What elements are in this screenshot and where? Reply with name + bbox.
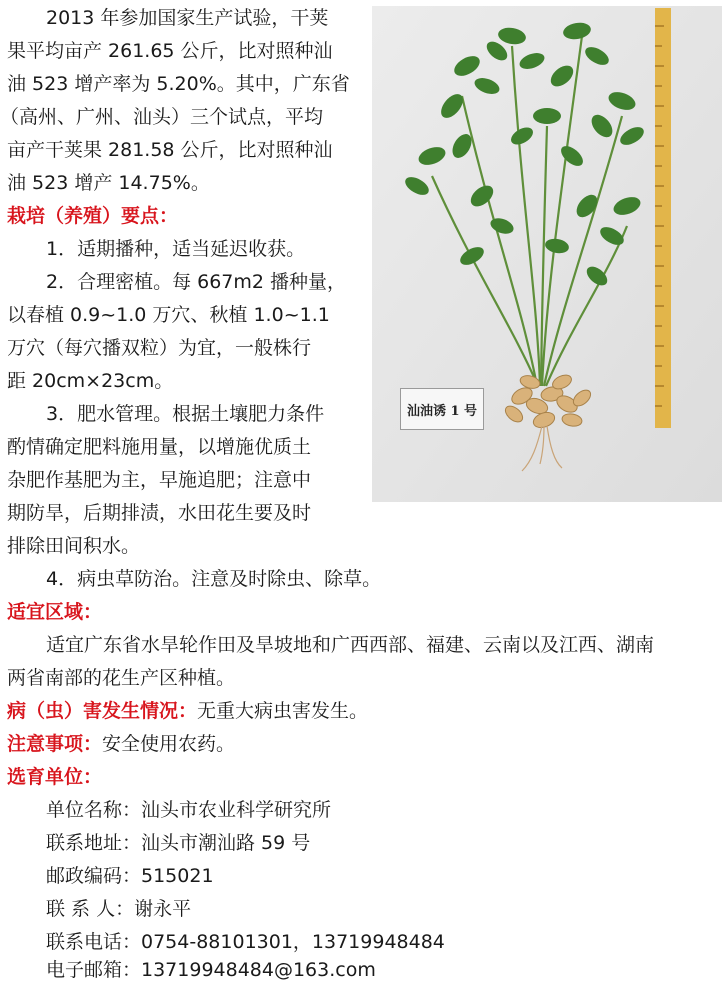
cultivation-line-1: 1．适期播种，适当延迟收获。	[46, 238, 306, 260]
breeder-email: 电子邮箱：13719948484@163.com	[46, 959, 376, 981]
intro-line-3: 油 523 增产率为 5.20%。其中，广东省	[7, 73, 350, 95]
notes-row	[7, 728, 235, 761]
intro-line-6: 油 523 增产 14.75%。	[7, 172, 210, 194]
notes-heading: 注意事项：	[7, 733, 103, 755]
cultivation-line-10: 排除田间积水。	[7, 535, 141, 557]
pest-text: 无重大病虫害发生。	[197, 700, 369, 722]
intro-line-5: 亩产干荚果 281.58 公斤，比对照种汕	[7, 139, 333, 161]
breeder-heading: 选育单位：	[7, 766, 103, 788]
cultivation-line-2: 2．合理密植。每 667m2 播种量，	[46, 271, 347, 293]
measuring-ruler	[655, 8, 671, 428]
pest-heading: 病（虫）害发生情况：	[7, 700, 198, 722]
breeder-unit-name: 单位名称：汕头市农业科学研究所	[46, 799, 332, 821]
cultivation-line-9: 期防旱，后期排渍，水田花生要及时	[7, 502, 312, 524]
intro-line-4: （高州、广州、汕头）三个试点，平均	[0, 106, 324, 128]
cultivation-line-8: 杂肥作基肥为主，早施追肥；注意中	[7, 469, 312, 491]
cultivation-line-6: 3．肥水管理。根据土壤肥力条件	[46, 403, 325, 425]
notes-text: 安全使用农药。	[102, 733, 236, 755]
variety-label: 汕油诱 1 号	[400, 388, 484, 430]
intro-line-1: 2013 年参加国家生产试验，干荚	[46, 7, 329, 29]
cultivation-line-3: 以春植 0.9~1.0 万穴、秋植 1.0~1.1	[7, 304, 330, 326]
breeder-phone: 联系电话：0754-88101301，13719948484	[46, 931, 445, 953]
pest-row	[7, 695, 368, 728]
region-line-1: 适宜广东省水旱轮作田及旱坡地和广西西部、福建、云南以及江西、湖南	[46, 634, 655, 656]
region-heading: 适宜区域：	[7, 601, 103, 623]
breeder-postcode: 邮政编码：515021	[46, 865, 214, 887]
cultivation-line-5: 距 20cm×23cm。	[7, 370, 174, 392]
cultivation-line-4: 万穴（每穴播双粒）为宜，一般株行	[7, 337, 312, 359]
cultivation-heading: 栽培（养殖）要点：	[7, 205, 179, 227]
cultivation-line-7: 酌情确定肥料施用量，以增施优质土	[7, 436, 312, 458]
breeder-contact-person: 联 系 人：谢永平	[46, 898, 192, 920]
region-line-2: 两省南部的花生产区种植。	[7, 667, 236, 689]
intro-line-2: 果平均亩产 261.65 公斤，比对照种汕	[7, 40, 333, 62]
peanut-plant-photo	[372, 6, 722, 502]
breeder-address: 联系地址：汕头市潮汕路 59 号	[46, 832, 311, 854]
cultivation-line-11: 4．病虫草防治。注意及时除虫、除草。	[46, 568, 382, 590]
